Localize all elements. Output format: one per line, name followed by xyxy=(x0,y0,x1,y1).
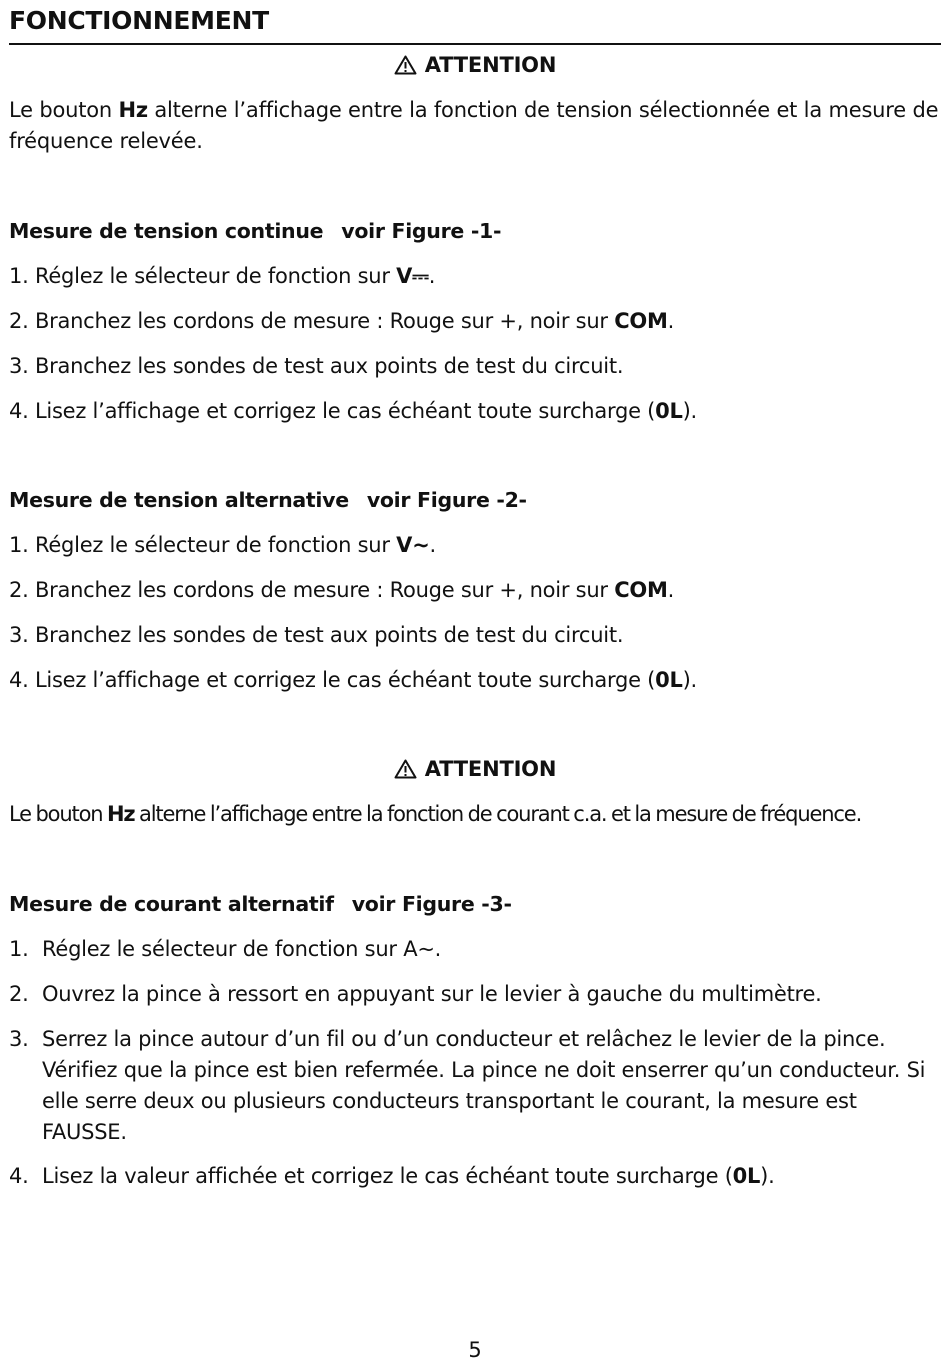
figure-reference: voir Figure -2- xyxy=(366,488,527,512)
ac-current-step-1: 1. Réglez le sélecteur de fonction sur A∼. xyxy=(9,937,442,961)
ac-current-step-4: 4. Lisez la valeur affichée et corrigez le cas échéant toute surcharge (0L). xyxy=(9,1164,775,1188)
dc-step-4: 4. Lisez l’affichage et corrigez le cas échéant toute surcharge (0L). xyxy=(9,399,697,423)
ac-voltage-heading: Mesure de tension alternative voir Figure -2- xyxy=(9,488,527,512)
ac-current-step-2: 2. Ouvrez la pince à ressort en appuyant sur le levier à gauche du multimètre. xyxy=(9,982,822,1006)
title-rule xyxy=(9,43,941,45)
warning-triangle-icon xyxy=(394,759,417,779)
ac-current-heading: Mesure de courant alternatif voir Figure -3- xyxy=(9,892,512,916)
dc-voltage-symbol: V⎓ xyxy=(396,264,429,288)
dc-step-3: 3. Branchez les sondes de test aux points de test du circuit. xyxy=(9,354,624,378)
ac-step-1: 1. Réglez le sélecteur de fonction sur V∼. xyxy=(9,533,436,557)
attention-heading-2 xyxy=(0,757,950,781)
attention-label: ATTENTION xyxy=(424,53,557,77)
ac-step-4: 4. Lisez l’affichage et corrigez le cas échéant toute surcharge (0L). xyxy=(9,668,697,692)
figure-reference: voir Figure -3- xyxy=(351,892,512,916)
attention-label: ATTENTION xyxy=(424,757,557,781)
page-number: 5 xyxy=(468,1338,482,1362)
attention-heading-1 xyxy=(0,53,950,77)
dc-step-1: 1. Réglez le sélecteur de fonction sur V⎓. xyxy=(9,264,436,288)
figure-reference: voir Figure -1- xyxy=(341,219,502,243)
ac-voltage-symbol: V∼ xyxy=(396,533,430,557)
attention-text-2: Le bouton Hz alterne l’affichage entre la fonction de courant c.a. et la mesure de fréquence. xyxy=(9,802,862,826)
hz-button-name: Hz xyxy=(106,802,135,826)
ac-step-2: 2. Branchez les cordons de mesure : Rouge sur +, noir sur COM. xyxy=(9,578,675,602)
warning-triangle-icon xyxy=(394,55,417,75)
dc-voltage-heading: Mesure de tension continue voir Figure -1- xyxy=(9,219,502,243)
ac-step-3: 3. Branchez les sondes de test aux points de test du circuit. xyxy=(9,623,624,647)
attention-text-1: Le bouton Hz alterne l’affichage entre la fonction de tension sélectionnée et la mesure de fréquence relevée. xyxy=(9,98,939,153)
hz-button-name: Hz xyxy=(118,98,148,122)
section-title: FONCTIONNEMENT xyxy=(9,6,269,35)
ac-current-step-3: 3. Serrez la pince autour d’un fil ou d’un conducteur et relâchez le levier de la pince. Vérifiez que la pince est bien refermée. La pince ne doit enserrer qu’un conducteur. Si elle serre deux ou plusieurs conducteurs transportant le courant, la mesure est FAUSSE. xyxy=(9,1027,926,1144)
dc-step-2: 2. Branchez les cordons de mesure : Rouge sur +, noir sur COM. xyxy=(9,309,675,333)
